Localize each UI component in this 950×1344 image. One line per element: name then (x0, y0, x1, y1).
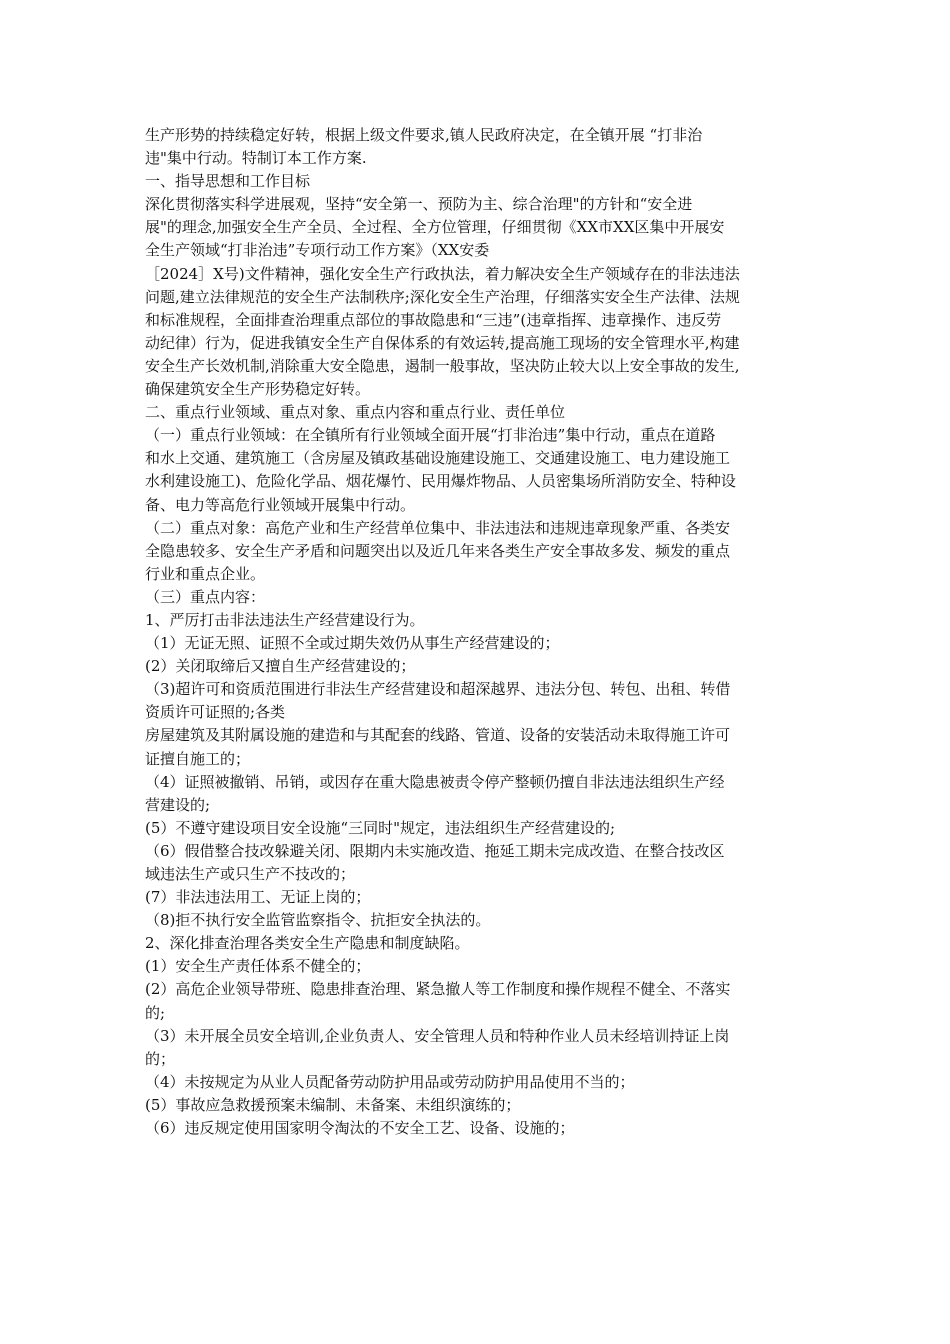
text-line: 行业和重点企业。 (145, 564, 266, 583)
text-line: 安全生产长效机制,消除重大安全隐患，遏制一般事故，坚决防止较大以上安全事故的发生, (145, 356, 740, 375)
text-line: 水利建设施工)、危险化学品、烟花爆竹、民用爆炸物品、人员密集场所消防安全、特种设 (145, 472, 736, 491)
list-item: （3）未开展全员安全培训,企业负责人、安全管理人员和特种作业人员未经培训持证上岗 (145, 1026, 730, 1045)
text-line: 生产形势的持续稳定好转，根据上级文件要求,镇人民政府决定，在全镇开展 “打非治 (145, 126, 703, 144)
list-item: （1）无证无照、证照不全或过期失效仍从事生产经营建设的； (145, 634, 560, 653)
list-item: （6）违反规定使用国家明令淘汰的不安全工艺、设备、设施的； (145, 1119, 575, 1138)
text-line: （二）重点对象：高危产业和生产经营单位集中、非法违法和违规违章现象严重、各类安 (145, 518, 731, 537)
text-line: 的; (145, 1003, 166, 1022)
text-line: （三）重点内容： (145, 587, 266, 606)
text-line: 1、严厉打击非法违法生产经营建设行为。 (145, 610, 425, 629)
text-line: 和标准规程，全面排查治理重点部位的事故隐患和“三违”(违章指挥、违章操作、违反劳 (145, 310, 722, 329)
list-item: （8)拒不执行安全监管监察指令、抗拒安全执法的。 (145, 911, 491, 930)
list-item: （3)超许可和资质范围进行非法生产经营建设和超深越界、违法分包、转包、出租、转借 (145, 680, 731, 699)
text-line: 问题,建立法律规范的安全生产法制秩序;深化安全生产治理，仔细落实安全生产法律、法规 (145, 287, 740, 306)
text-line: 备、电力等高危行业领域开展集中行动。 (145, 495, 416, 514)
section-heading: 二、重点行业领域、重点对象、重点内容和重点行业、责任单位 (145, 403, 566, 422)
text-line: 全生产领域“打非治违”专项行动工作方案》（XX安委 (145, 241, 490, 260)
list-item: （4）证照被撤销、吊销，或因存在重大隐患被责令停产整顿仍擅自非法违法组织生产经 (145, 772, 725, 791)
text-line: 的； (145, 1049, 176, 1068)
text-line: 证擅自施工的； (145, 749, 251, 768)
text-line: 动纪律）行为，促进我镇安全生产自保体系的有效运转,提高施工现场的安全管理水平,构建 (145, 333, 740, 352)
text-line: 展"的理念,加强安全生产全员、全过程、全方位管理，仔细贯彻《XX市XX区集中开展安 (145, 218, 725, 237)
list-item: (5）不遵守建设项目安全设施“三同时"规定，违法组织生产经营建设的; (145, 818, 616, 837)
text-line: 确保建筑安全生产形势稳定好转。 (145, 380, 371, 399)
list-item: (2）关闭取缔后又擅自生产经营建设的； (145, 657, 416, 676)
text-line: 和水上交通、建筑施工（含房屋及镇政基础设施建设施工、交通建设施工、电力建设施工 (145, 449, 731, 468)
list-item: (7）非法违法用工、无证上岗的； (145, 888, 371, 907)
text-line: 违"集中行动。特制订本工作方案. (145, 149, 367, 168)
document-body (145, 124, 813, 1140)
list-item: （4）未按规定为从业人员配备劳动防护用品或劳动防护用品使用不当的； (145, 1072, 635, 1091)
text-line: （一）重点行业领域：在全镇所有行业领域全面开展“打非治违”集中行动，重点在道路 (145, 426, 716, 445)
text-line: 房屋建筑及其附属设施的建造和与其配套的线路、管道、设备的安装活动未取得施工许可 (145, 726, 731, 745)
list-item: (2）高危企业领导带班、隐患排查治理、紧急撤人等工作制度和操作规程不健全、不落实 (145, 980, 731, 999)
text-line: ［2024］X号)文件精神，强化安全生产行政执法，着力解决安全生产领域存在的非法违法 (145, 264, 740, 283)
text-line: 深化贯彻落实科学进展观，坚持“安全第一、预防为主、综合治理"的方针和“安全进 (145, 195, 693, 214)
text-line: 2、深化排查治理各类安全生产隐患和制度缺陷。 (145, 934, 470, 953)
list-item: (1）安全生产责任体系不健全的； (145, 957, 371, 976)
list-item: (5）事故应急救援预案未编制、未备案、未组织演练的； (145, 1095, 521, 1114)
text-line: 全隐患较多、安全生产矛盾和问题突出以及近几年来各类生产安全事故多发、频发的重点 (145, 541, 731, 560)
text-line: 资质许可证照的;各类 (145, 703, 286, 722)
section-heading: 一、指导思想和工作目标 (145, 172, 311, 191)
list-item: （6）假借整合技改躲避关闭、限期内未实施改造、拖延工期未完成改造、在整合技改区 (145, 841, 725, 860)
text-line: 营建设的; (145, 795, 211, 814)
text-line: 域违法生产或只生产不技改的； (145, 865, 356, 883)
